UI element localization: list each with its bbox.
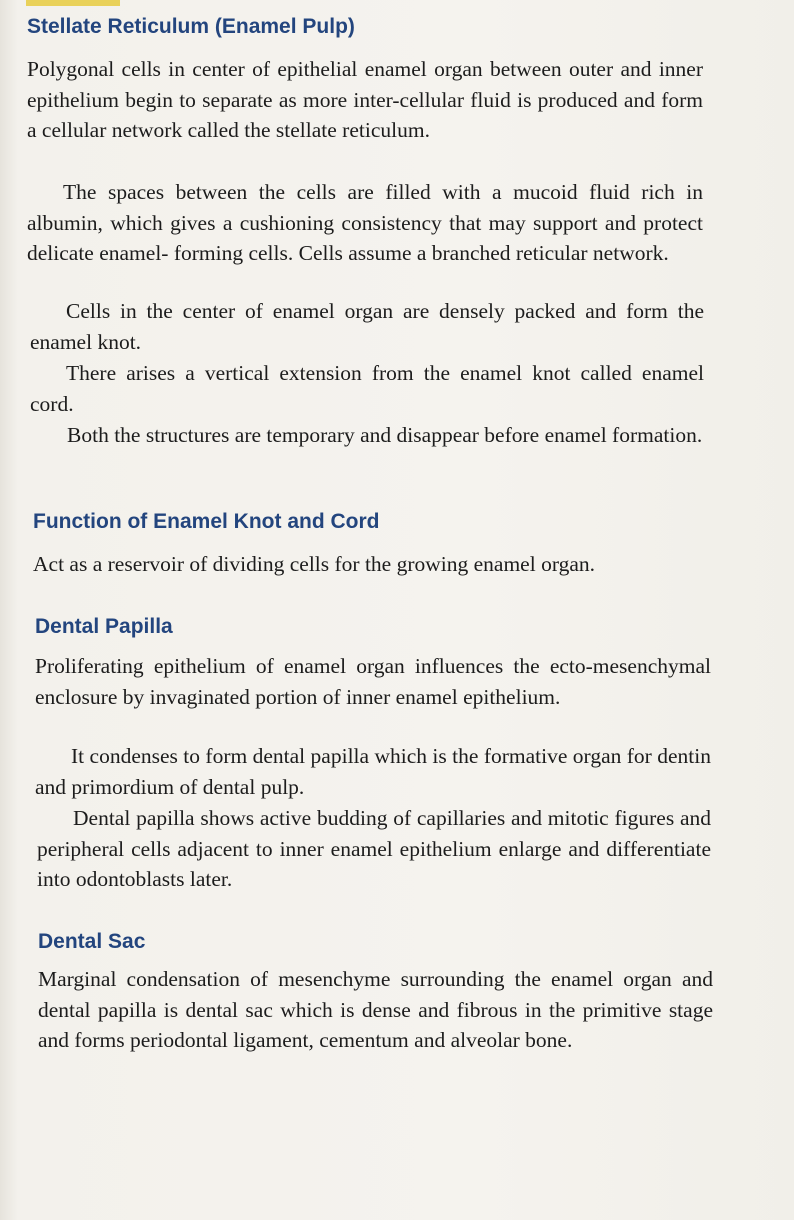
heading-dental-papilla: Dental Papilla	[35, 615, 173, 638]
paragraph-papilla-1: Proliferating epithelium of enamel organ influences the ecto-mesenchymal enclosure by invaginated portion of inner enamel epithelium.	[35, 654, 711, 709]
paragraph-stellate-5: Both the structures are temporary and disappear before enamel formation.	[67, 423, 703, 447]
paragraph-stellate-4: There arises a vertical extension from the enamel knot called enamel cord.	[30, 361, 704, 416]
paragraph-function-1: Act as a reservoir of dividing cells for the growing enamel organ.	[33, 552, 596, 576]
heading-dental-sac: Dental Sac	[38, 930, 146, 953]
paragraph-papilla-2: It condenses to form dental papilla which is the formative organ for dentin and primordium of dental pulp.	[35, 744, 711, 799]
paragraph-stellate-2: The spaces between the cells are filled with a mucoid fluid rich in albumin, which gives a cushioning consistency that may support and protect delicate enamel- forming cells. Cells assume a branched reticular network.	[27, 180, 703, 265]
paragraph-sac-1: Marginal condensation of mesenchyme surrounding the enamel organ and dental papilla is dental sac which is dense and fibrous in the primitive stage and forms periodontal ligament, cementum and alveolar bone.	[38, 967, 713, 1052]
heading-function-knot-cord: Function of Enamel Knot and Cord	[33, 510, 380, 533]
heading-stellate-reticulum: Stellate Reticulum (Enamel Pulp)	[27, 15, 355, 38]
paragraph-stellate-3: Cells in the center of enamel organ are densely packed and form the enamel knot.	[30, 299, 704, 354]
paragraph-stellate-1: Polygonal cells in center of epithelial enamel organ between outer and inner epithelium begin to separate as more inter-cellular fluid is produced and form a cellular network called the stellate reticulum.	[27, 57, 703, 142]
paragraph-papilla-3: Dental papilla shows active budding of capillaries and mitotic figures and peripheral cells adjacent to inner enamel epithelium enlarge and differentiate into odontoblasts later.	[37, 806, 711, 891]
